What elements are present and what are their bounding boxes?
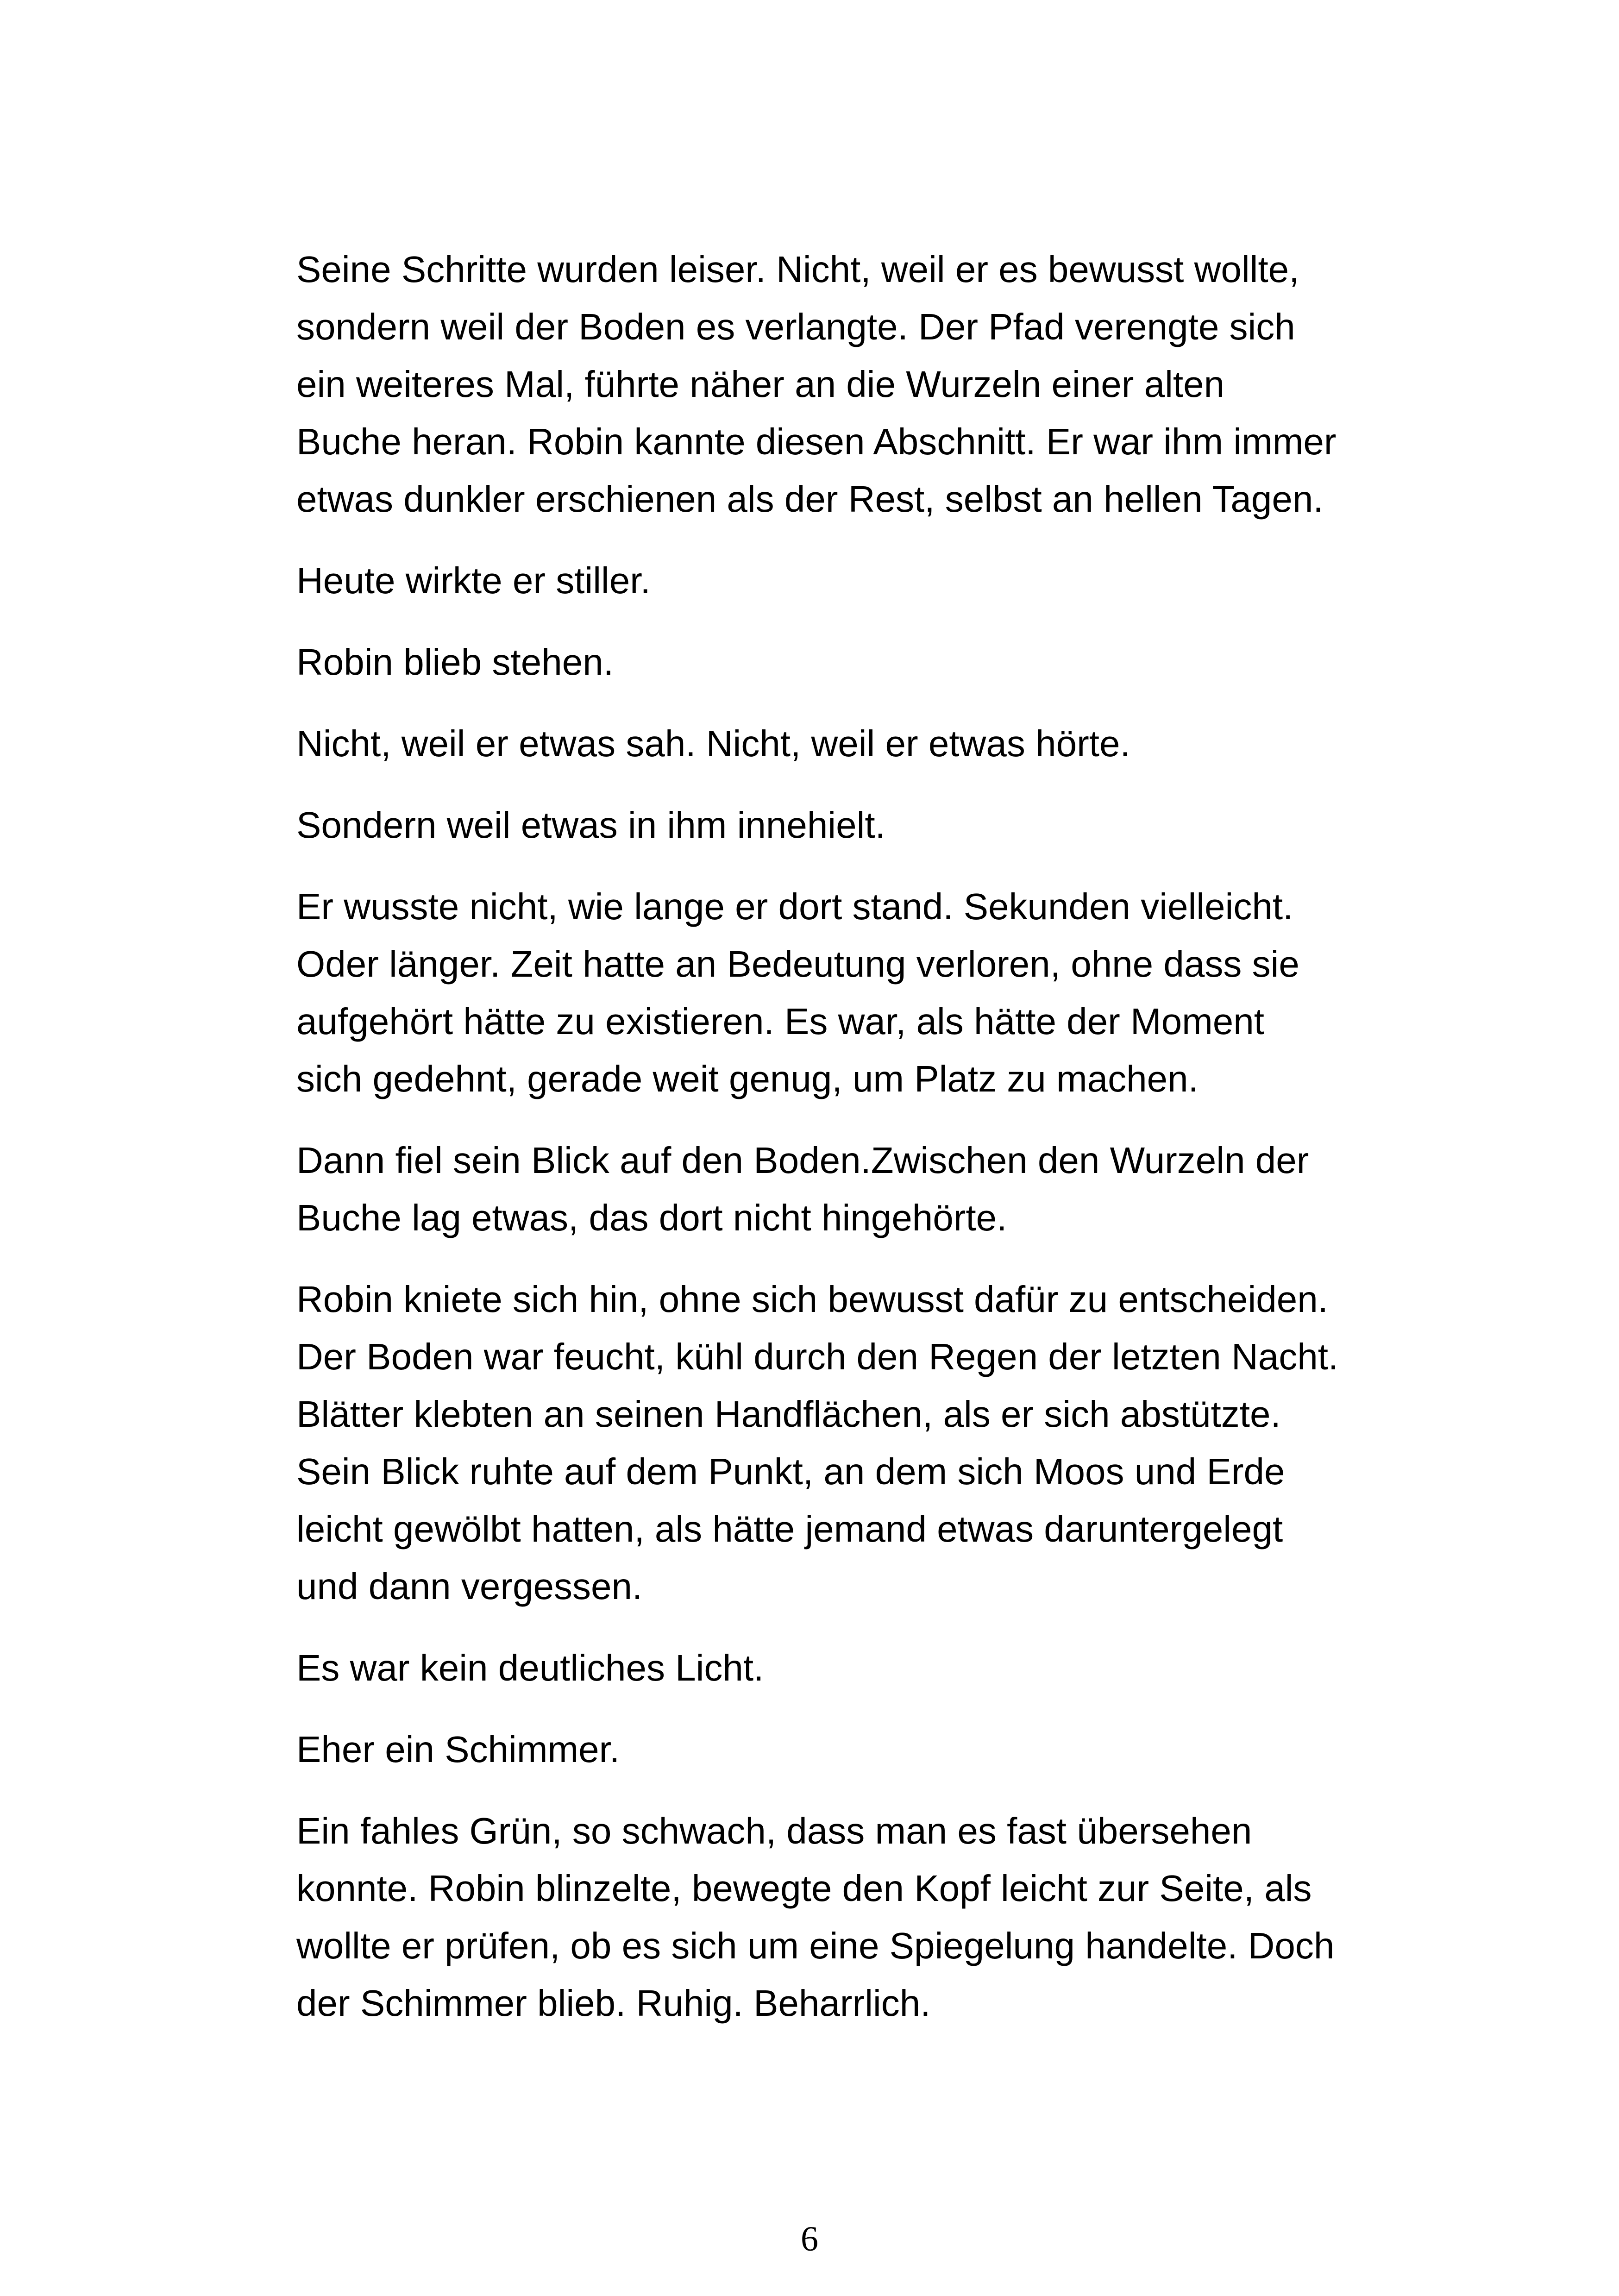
text-line: Sondern weil etwas in ihm innehielt. xyxy=(296,804,885,846)
text-line: aufgehört hätte zu existieren. Es war, als hätte der Moment xyxy=(296,1001,1264,1042)
text-line: und dann vergessen. xyxy=(296,1566,643,1607)
paragraph xyxy=(296,1639,1482,1697)
paragraph xyxy=(296,715,1482,772)
paragraph xyxy=(296,1721,1482,1778)
paragraph xyxy=(296,1132,1482,1247)
text-line: ein weiteres Mal, führte näher an die Wurzeln einer alten xyxy=(296,364,1225,405)
text-line: Heute wirkte er stiller. xyxy=(296,560,651,601)
text-line: sich gedehnt, gerade weit genug, um Platz zu machen. xyxy=(296,1058,1199,1099)
paragraph xyxy=(296,634,1482,691)
paragraph xyxy=(296,878,1482,1108)
text-line: Nicht, weil er etwas sah. Nicht, weil er etwas hörte. xyxy=(296,723,1130,764)
text-line: sondern weil der Boden es verlangte. Der Pfad verengte sich xyxy=(296,306,1295,347)
text-line: Oder länger. Zeit hatte an Bedeutung verloren, ohne dass sie xyxy=(296,943,1299,985)
text-line: Eher ein Schimmer. xyxy=(296,1729,620,1770)
text-line: der Schimmer blieb. Ruhig. Beharrlich. xyxy=(296,1982,931,2024)
paragraph xyxy=(296,552,1482,609)
text-line: Sein Blick ruhte auf dem Punkt, an dem sich Moos und Erde xyxy=(296,1451,1285,1492)
page-number: 6 xyxy=(801,2220,818,2258)
paragraph xyxy=(296,1271,1482,1615)
text-line: Blätter klebten an seinen Handflächen, als er sich abstützte. xyxy=(296,1393,1281,1435)
text-line: Dann fiel sein Blick auf den Boden.Zwischen den Wurzeln der xyxy=(296,1140,1309,1181)
text-line: etwas dunkler erschienen als der Rest, selbst an hellen Tagen. xyxy=(296,478,1324,520)
text-line: Der Boden war feucht, kühl durch den Regen der letzten Nacht. xyxy=(296,1336,1339,1377)
text-line: leicht gewölbt hatten, als hätte jemand etwas daruntergelegt xyxy=(296,1508,1283,1549)
text-line: konnte. Robin blinzelte, bewegte den Kopf leicht zur Seite, als xyxy=(296,1868,1312,1909)
paragraph xyxy=(296,241,1482,528)
body-text xyxy=(296,241,1482,2056)
text-line: Ein fahles Grün, so schwach, dass man es fast übersehen xyxy=(296,1810,1252,1851)
text-line: Buche heran. Robin kannte diesen Abschnitt. Er war ihm immer xyxy=(296,421,1337,462)
text-line: Er wusste nicht, wie lange er dort stand. Sekunden vielleicht. xyxy=(296,886,1293,927)
text-line: Robin kniete sich hin, ohne sich bewusst dafür zu entscheiden. xyxy=(296,1279,1329,1320)
text-line: wollte er prüfen, ob es sich um eine Spiegelung handelte. Doch xyxy=(296,1925,1335,1966)
paragraph xyxy=(296,797,1482,854)
text-line: Seine Schritte wurden leiser. Nicht, weil er es bewusst wollte, xyxy=(296,249,1299,290)
text-line: Buche lag etwas, das dort nicht hingehörte. xyxy=(296,1197,1007,1238)
text-line: Es war kein deutliches Licht. xyxy=(296,1647,764,1688)
paragraph xyxy=(296,1802,1482,2032)
text-line: Robin blieb stehen. xyxy=(296,641,614,683)
